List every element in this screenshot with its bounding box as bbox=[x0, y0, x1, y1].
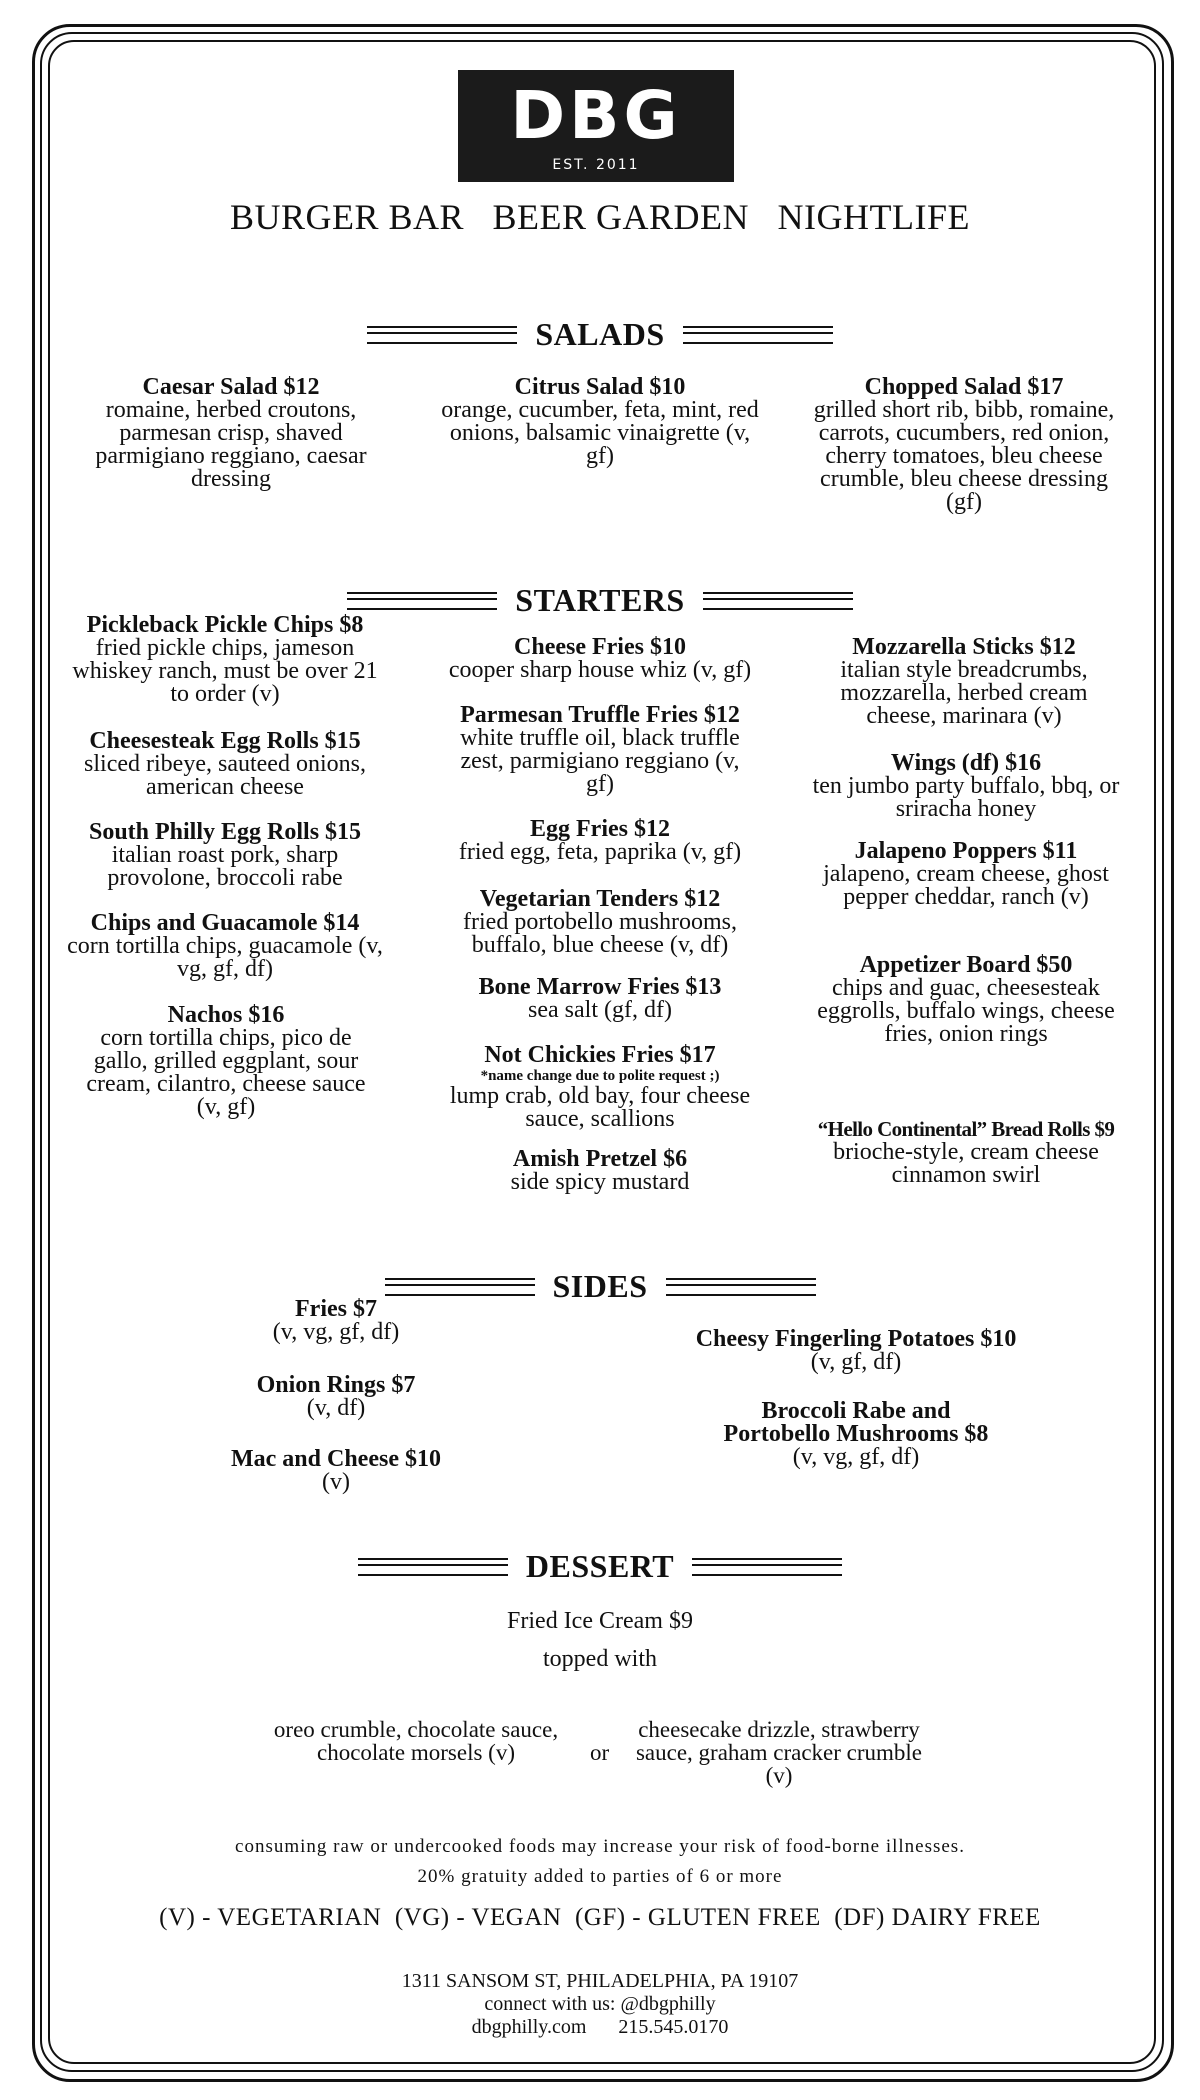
item-name: Citrus Salad $10 bbox=[514, 374, 686, 400]
menu-item bbox=[716, 1400, 996, 1469]
item-desc: side spicy mustard bbox=[510, 1169, 690, 1195]
raw-food-warning: consuming raw or undercooked foods may increase your risk of food-borne illnesses. bbox=[235, 1836, 965, 1857]
item-name: “Hello Continental” Bread Rolls $9 bbox=[817, 1117, 1115, 1141]
heading-rule-right bbox=[683, 326, 833, 344]
heading-rule-right bbox=[692, 1558, 842, 1576]
menu-item bbox=[438, 888, 762, 957]
menu-item bbox=[420, 1044, 780, 1131]
item-name: Mac and Cheese $10 bbox=[231, 1446, 441, 1472]
item-desc: jalapeno, cream cheese, ghost pepper cheddar, ranch (v) bbox=[823, 861, 1109, 910]
item-desc: (v, vg, gf, df) bbox=[792, 1444, 920, 1470]
dessert-option-left: oreo crumble, chocolate sauce, chocolate morsels (v) bbox=[273, 1717, 559, 1765]
starters-title: STARTERS bbox=[515, 582, 685, 618]
heading-rule-left bbox=[358, 1558, 508, 1576]
item-desc: sea salt (gf, df) bbox=[528, 997, 672, 1023]
salads-heading bbox=[56, 316, 1144, 353]
heading-rule-left bbox=[347, 592, 497, 610]
item-desc: cooper sharp house whiz (v, gf) bbox=[448, 657, 752, 683]
menu-item bbox=[62, 730, 388, 799]
sides-title: SIDES bbox=[552, 1268, 648, 1304]
menu-page bbox=[56, 48, 1144, 2052]
item-desc: italian roast pork, sharp provolone, broccoli rabe bbox=[107, 842, 343, 891]
item-name: Onion Rings $7 bbox=[256, 1372, 416, 1398]
menu-item bbox=[798, 752, 1134, 821]
menu-item bbox=[420, 818, 780, 864]
menu-item bbox=[186, 1374, 486, 1420]
item-name: Cheesy Fingerling Potatoes $10 bbox=[695, 1326, 1017, 1352]
menu-item bbox=[812, 954, 1120, 1046]
item-desc: romaine, herbed croutons, parmesan crisp, shaved parmigiano reggiano, caesar dressing bbox=[95, 397, 367, 492]
dessert-subtitle: topped with bbox=[543, 1646, 657, 1672]
item-desc: (v) bbox=[322, 1469, 350, 1495]
item-note: *name change due to polite request ;) bbox=[480, 1068, 720, 1084]
item-desc: fried pickle chips, jameson whiskey ranch, must be over 21 to order (v) bbox=[72, 635, 378, 707]
dessert-item-name: Fried Ice Cream $9 bbox=[507, 1608, 693, 1634]
menu-item bbox=[446, 704, 754, 796]
item-desc: grilled short rib, bibb, romaine, carrots, cucumbers, red onion, cherry tomatoes, bleu cheese crumble, bleu cheese dressing (gf) bbox=[813, 397, 1115, 515]
item-desc: brioche-style, cream cheese cinnamon swirl bbox=[833, 1139, 1099, 1188]
gratuity-note: 20% gratuity added to parties of 6 or more bbox=[417, 1866, 783, 1887]
menu-item bbox=[66, 376, 396, 491]
menu-item bbox=[438, 376, 762, 468]
item-name: Parmesan Truffle Fries $12 bbox=[460, 702, 740, 728]
heading-rule-left bbox=[367, 326, 517, 344]
item-desc: corn tortilla chips, guacamole (v, vg, gf, df) bbox=[67, 933, 383, 982]
menu-item bbox=[186, 1448, 486, 1494]
dbg-logo bbox=[458, 70, 734, 182]
item-name: Wings (df) $16 bbox=[890, 750, 1042, 776]
social-handle: connect with us: @dbgphilly bbox=[484, 1993, 716, 2015]
dessert-title-heading: DESSERT bbox=[525, 1548, 675, 1584]
item-name: Chopped Salad $17 bbox=[864, 374, 1064, 400]
item-name: Bone Marrow Fries $13 bbox=[478, 974, 722, 1000]
item-name: Broccoli Rabe and Portobello Mushrooms $8 bbox=[723, 1398, 989, 1447]
logo-text: DBG bbox=[510, 77, 682, 154]
menu-item bbox=[62, 821, 388, 890]
item-desc: (v, vg, gf, df) bbox=[272, 1319, 400, 1345]
item-name: Vegetarian Tenders $12 bbox=[479, 886, 721, 912]
heading-rule-left bbox=[385, 1278, 535, 1296]
item-desc: (v, gf, df) bbox=[810, 1349, 902, 1375]
item-desc: orange, cucumber, feta, mint, red onions, balsamic vinaigrette (v, gf) bbox=[441, 397, 759, 469]
item-name: South Philly Egg Rolls $15 bbox=[88, 819, 362, 845]
item-name: Egg Fries $12 bbox=[530, 816, 670, 842]
menu-item bbox=[676, 1328, 1036, 1374]
menu-item bbox=[804, 376, 1124, 514]
address: 1311 SANSOM ST, PHILADELPHIA, PA 19107 bbox=[401, 1970, 799, 1992]
item-desc: chips and guac, cheesesteak eggrolls, buffalo wings, cheese fries, onion rings bbox=[817, 975, 1115, 1047]
salads-title: SALADS bbox=[535, 316, 665, 352]
item-name: Fries $7 bbox=[295, 1296, 377, 1322]
item-desc: italian style breadcrumbs, mozzarella, herbed cream cheese, marinara (v) bbox=[840, 657, 1088, 729]
menu-item bbox=[420, 976, 780, 1022]
item-desc: corn tortilla chips, pico de gallo, grilled eggplant, sour cream, cilantro, cheese sauce (v, gf) bbox=[86, 1025, 366, 1120]
menu-item bbox=[62, 912, 388, 981]
menu-item bbox=[798, 1118, 1134, 1187]
menu-item bbox=[86, 1004, 366, 1119]
menu-item bbox=[812, 636, 1116, 728]
phone: 215.545.0170 bbox=[618, 2016, 729, 2038]
item-name: Amish Pretzel $6 bbox=[512, 1146, 688, 1172]
item-name: Cheesesteak Egg Rolls $15 bbox=[89, 728, 361, 754]
item-name: Caesar Salad $12 bbox=[142, 374, 320, 400]
dessert-option-right: cheesecake drizzle, strawberry sauce, graham cracker crumble (v) bbox=[635, 1717, 923, 1788]
logo-est: EST. 2011 bbox=[552, 157, 640, 173]
menu-item bbox=[420, 636, 780, 682]
item-name: Mozzarella Sticks $12 bbox=[852, 634, 1076, 660]
item-name: Pickleback Pickle Chips $8 bbox=[86, 612, 364, 638]
heading-rule-right bbox=[666, 1278, 816, 1296]
menu-item bbox=[420, 1148, 780, 1194]
item-name: Jalapeno Poppers $11 bbox=[854, 838, 1078, 864]
item-desc: white truffle oil, black truffle zest, parmigiano reggiano (v, gf) bbox=[460, 725, 740, 797]
item-name: Chips and Guacamole $14 bbox=[90, 910, 360, 936]
menu-item bbox=[186, 1298, 486, 1344]
item-name: Not Chickies Fries $17 bbox=[484, 1042, 716, 1068]
item-desc: lump crab, old bay, four cheese sauce, scallions bbox=[449, 1083, 751, 1132]
contact-line bbox=[56, 2016, 1144, 2039]
heading-rule-right bbox=[703, 592, 853, 610]
dessert-heading bbox=[56, 1548, 1144, 1585]
menu-item bbox=[62, 614, 388, 706]
item-name: Cheese Fries $10 bbox=[514, 634, 686, 660]
tagline: BURGER BAR BEER GARDEN NIGHTLIFE bbox=[229, 197, 970, 237]
dessert-or: or bbox=[590, 1740, 610, 1765]
item-name: Nachos $16 bbox=[167, 1002, 285, 1028]
item-desc: ten jumbo party buffalo, bbq, or sriracha honey bbox=[812, 773, 1120, 822]
item-desc: fried portobello mushrooms, buffalo, blue cheese (v, df) bbox=[463, 909, 737, 958]
item-desc: (v, df) bbox=[306, 1395, 366, 1421]
diet-legend: (V) - VEGETARIAN (VG) - VEGAN (GF) - GLUTEN FREE (DF) DAIRY FREE bbox=[159, 1904, 1041, 1931]
website: dbgphilly.com bbox=[471, 2016, 587, 2038]
menu-item bbox=[798, 840, 1134, 909]
item-name: Appetizer Board $50 bbox=[859, 952, 1073, 978]
item-desc: sliced ribeye, sauteed onions, american cheese bbox=[84, 751, 366, 800]
item-desc: fried egg, feta, paprika (v, gf) bbox=[458, 839, 742, 865]
